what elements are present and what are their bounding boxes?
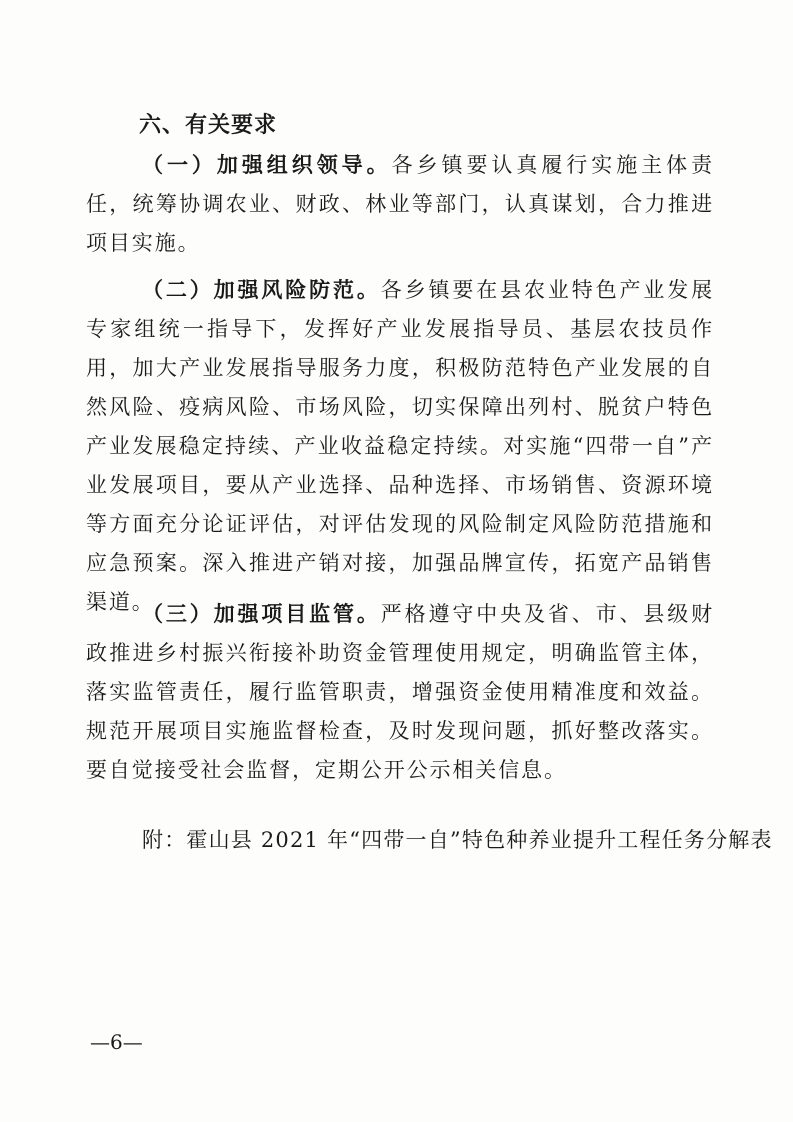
page-number: —6— [90, 1030, 143, 1054]
section-title: 六、有关要求 [139, 113, 278, 138]
paragraph-body: 严格遵守中央及省、市、县级财政推进乡村振兴衔接补助资金管理使用规定，明确监管主体，落实监管责任，履行监管职责，增强资金使用精准度和效益。规范开展项目实施监督检查，及时发现问题，抓好整改落实。要自觉接受社会监督，定期公开公示相关信息。 [86, 602, 714, 782]
requirement-paragraph-1 [86, 146, 714, 263]
requirement-paragraph-2 [86, 271, 714, 622]
paragraph-lead-heading: （二）加强风险防范。 [142, 278, 381, 302]
paragraph-body: 各乡镇要在县农业特色产业发展专家组统一指导下，发挥好产业发展指导员、基层农技员作用，加大产业发展指导服务力度，积极防范特色产业发展的自然风险、疫病风险、市场风险，切实保障出列村、脱贫户特色产业发展稳定持续、产业收益稳定持续。对实施“四带一自”产业发展项目，要从产业选择、品种选择、市场销售、资源环境等方面充分论证评估，对评估发现的风险制定风险防范措施和应急预案。深入推进产销对接，加强品牌宣传，拓宽产品销售渠道。 [86, 278, 714, 614]
paragraph-body: 各乡镇要认真履行实施主体责任，统筹协调农业、财政、林业等部门，认真谋划，合力推进项目实施。 [86, 153, 714, 255]
paragraph-lead-heading: （三）加强项目监管。 [142, 602, 381, 626]
requirement-paragraph-3 [86, 595, 714, 790]
attachment-note: 附：霍山县 2021 年“四带一自”特色种养业提升工程任务分解表 [142, 828, 773, 852]
paragraph-lead-heading: （一）加强组织领导。 [142, 153, 392, 177]
